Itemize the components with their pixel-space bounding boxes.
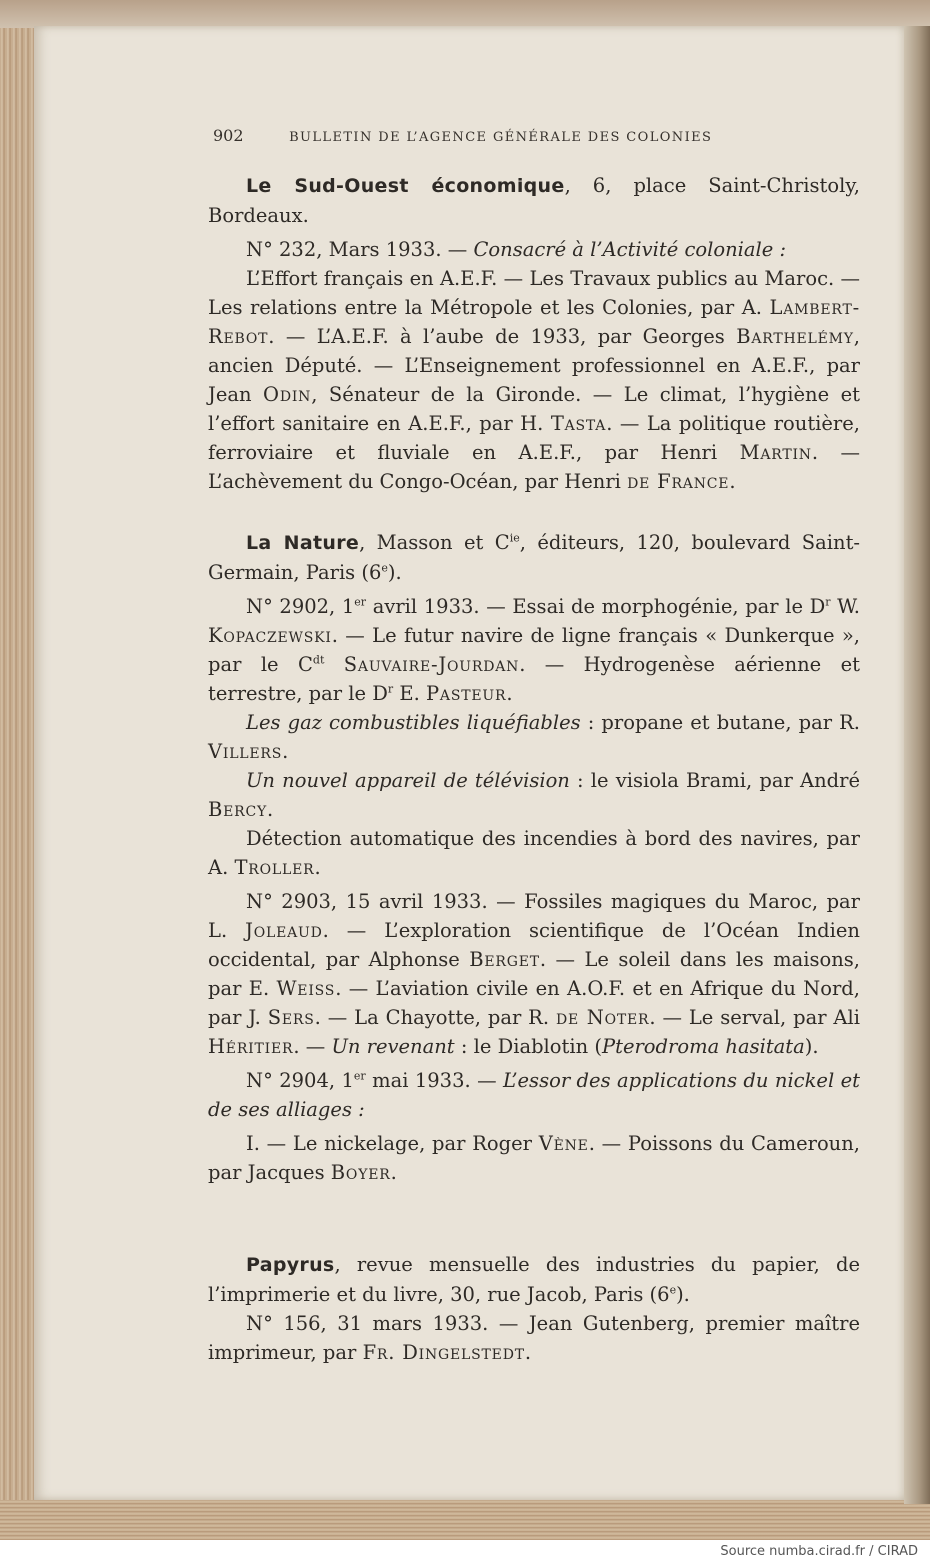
- running-header: [213, 126, 813, 145]
- journal-title: Le Sud-Ouest économique: [246, 175, 565, 197]
- book-binding-edge: [904, 26, 930, 1504]
- journal-title: Papyrus: [246, 1254, 335, 1276]
- entry-papyrus: Papyrus, revue mensuelle des industries du papier, de l’imprimerie et du livre, 30, rue Jacob, Paris (6e). N° 156, 31 mars 1933. — Jean Gutenberg, premier maître imprimeur, par Fr. Dingelstedt.: [208, 1253, 860, 1364]
- entry-sud-ouest: Le Sud-Ouest économique, 6, place Saint-Christoly, Bordeaux. N° 232, Mars 1933. — Consacré à l’Activité coloniale : L’Effort français en A.E.F. — Les Travaux publics au Maroc. — Les relations entre la Métropole et les Colonies, par A. Lambert-Rebot. — L’A.E.F. à l’aube de 1933, par Georges Barthelémy, ancien Député. — L’Enseignement professionnel en A.E.F., par Jean Odin, Sénateur de la Gironde. — Le climat, l’hygiène et l’effort sanitaire en A.E.F., par H. Tasta. — La politique routière, ferroviaire et fluviale en A.E.F., par Henri Martin. — L’achèvement du Congo-Océan, par Henri de France.: [208, 174, 860, 493]
- source-credit: Source numba.cirad.fr / CIRAD: [720, 1544, 918, 1559]
- running-title: BULLETIN DE L’AGENCE GÉNÉRALE DES COLONIES: [289, 130, 713, 145]
- book-page-stack-edge: [0, 28, 36, 1538]
- page-number: 902: [213, 126, 244, 145]
- book-bottom-edge: [0, 1500, 930, 1540]
- entry-la-nature: La Nature, Masson et $C^{ie}$, éditeurs, 120, boulevard Saint-Germain, Paris (6e). N° 2902, 1er avril 1933. — Essai de morphogénie, par le $D^r$ W. Kopaczewski. — Le futur navire de ligne français « Dunkerque », par le $C^{dt}$ Sauvaire-Jourdan. — Hydrogenèse aérienne et terrestre, par le $D^r$ E. Pasteur. Les gaz combustibles liquéfiables : propane et butane, par R. Villers. Un nouvel appareil de télévision : le visiola Brami, par André Bercy. Détection automatique des incendies à bord des navires, par A. Troller. N° 2903, 15 avril 1933. — Fossiles magiques du Maroc, par L. Joleaud. — L’exploration scientifique de l’Océan Indien occidental, par Alphonse Berget. — Le soleil dans les maisons, par E. Weiss. — L’aviation civile en A.O.F. et en Afrique du Nord, par J. Sers. — La Chayotte, par R. de Noter. — Le serval, par Ali Héritier. — Un revenant : le Diablotin (Pterodroma hasitata). N° 2904, 1er mai 1933. — L’essor des applications du nickel et de ses alliages : I. — Le nickelage, par Roger Vène. — Poissons du Cameroun, par Jacques Boyer.: [208, 531, 861, 1184]
- journal-title: La Nature: [246, 532, 360, 554]
